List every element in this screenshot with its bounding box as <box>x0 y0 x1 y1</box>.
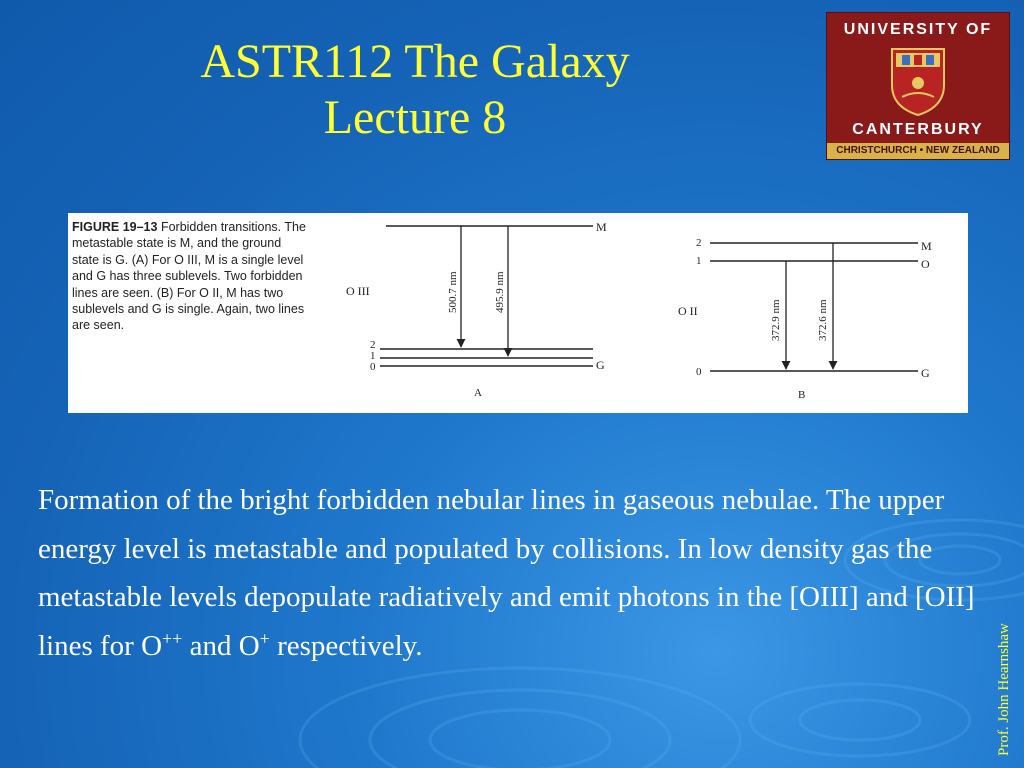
body-text-main: Formation of the bright forbidden nebular lines in gaseous nebulae. The upper energy level is metastable and populated by collisions. In low density gas the metastable levels depopulate radiatively and emit photons in the [OIII] and [OII] lines for O <box>38 484 975 662</box>
panel-a-line-495-9: 495.9 nm <box>494 271 506 313</box>
energy-level-figure <box>68 213 968 413</box>
logo-location-band: CHRISTCHURCH • NEW ZEALAND <box>827 143 1009 159</box>
body-text-mid: and O <box>182 629 260 662</box>
panel-b-sublevel-2: 2 <box>696 237 702 249</box>
panel-b-ion-label: O II <box>678 304 698 318</box>
figure-caption-text: Forbidden transitions. The metastable state is M, and the ground state is G. (A) For O III, M is a single level and G has three sublevels. Two forbidden lines are seen. (B) For O II, M has two sublevels and G is single. Again, two lines are seen. <box>72 220 306 333</box>
logo-top-text: UNIVERSITY OF <box>843 21 993 38</box>
title-line-1: ASTR112 The Galaxy <box>200 35 630 88</box>
panel-a-sublevel-1: 1 <box>370 350 376 362</box>
energy-level-diagram <box>68 213 968 413</box>
panel-a-ion-label: O III <box>346 284 370 298</box>
title-line-2: Lecture 8 <box>323 91 507 144</box>
panel-a-ground-label: G <box>596 358 605 372</box>
panel-b-upper-label-o: O <box>921 257 930 271</box>
panel-b-sublevel-0: 0 <box>696 366 702 378</box>
panel-a-sublevel-0: 0 <box>370 361 376 373</box>
body-superscript-double-plus: ++ <box>162 627 183 648</box>
slide-title <box>100 34 730 146</box>
panel-b-label: B <box>798 389 806 401</box>
body-superscript-plus: + <box>259 627 270 648</box>
panel-a-label: A <box>474 387 482 399</box>
panel-a-line-500-7: 500.7 nm <box>447 271 459 313</box>
logo-bottom-text: CANTERBURY <box>852 121 984 138</box>
panel-a <box>346 220 607 399</box>
panel-b-ground-label: G <box>921 366 930 380</box>
panel-a-upper-label: M <box>596 220 607 234</box>
university-logo <box>826 12 1010 160</box>
author-credit: Prof. John Hearnshaw <box>996 623 1012 756</box>
figure-label: FIGURE 19–13 <box>72 220 158 234</box>
panel-a-sublevel-2: 2 <box>370 339 376 351</box>
panel-b-sublevel-1: 1 <box>696 255 702 267</box>
body-text-end: respectively. <box>269 629 423 662</box>
panel-b-line-372-6: 372.6 nm <box>817 299 829 341</box>
panel-b-line-372-9: 372.9 nm <box>770 299 782 341</box>
crest-icon <box>888 45 948 117</box>
panel-b-upper-label-m: M <box>921 239 932 253</box>
slide-body-text <box>38 476 978 670</box>
panel-b <box>678 237 932 401</box>
